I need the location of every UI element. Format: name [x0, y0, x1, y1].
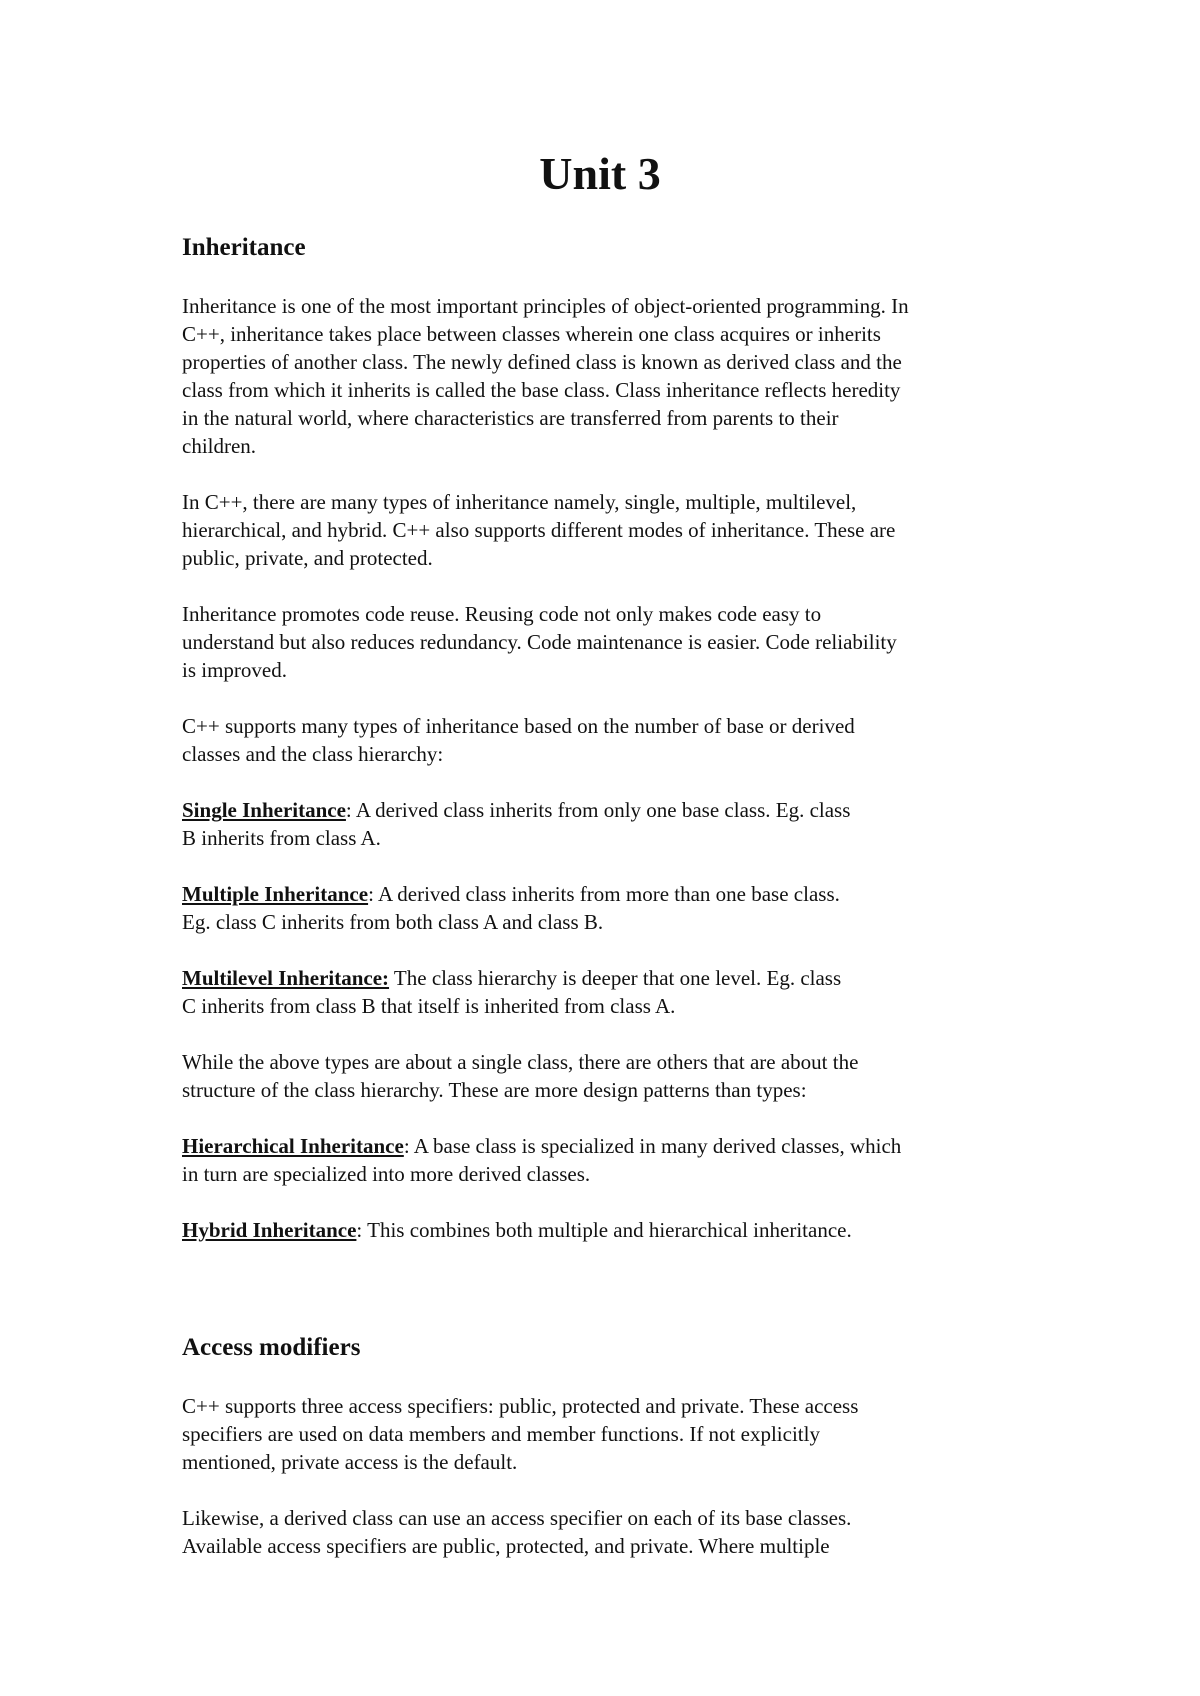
- page-title: Unit 3: [539, 148, 661, 199]
- paragraph-derived-access: [182, 1504, 1032, 1560]
- paragraph-code-reuse: [182, 600, 1032, 684]
- text-line: Inheritance is one of the most important principles of object-oriented programming. In: [182, 294, 909, 318]
- paragraph-types-intro: [182, 712, 1032, 768]
- text-line: In C++, there are many types of inheritance namely, single, multiple, multilevel,: [182, 490, 857, 514]
- text-line: children.: [182, 434, 257, 458]
- text-line: class from which it inherits is called the base class. Class inheritance reflects heredity: [182, 378, 901, 402]
- definition-text: : A derived class inherits from only one base class. Eg. class: [345, 798, 851, 822]
- definition-hybrid-inheritance: [182, 1216, 1032, 1244]
- text-line: [182, 1132, 1032, 1160]
- text-line: specifiers are used on data members and member functions. If not explicitly: [182, 1422, 820, 1446]
- definition-hierarchical-inheritance: [182, 1132, 1032, 1188]
- text-line: While the above types are about a single class, there are others that are about the: [182, 1050, 859, 1074]
- definition-text: The class hierarchy is deeper that one level. Eg. class: [389, 966, 842, 990]
- text-line: C++ supports three access specifiers: public, protected and private. These access: [182, 1394, 859, 1418]
- term-single-inheritance: Single Inheritance: [182, 798, 346, 822]
- definition-multilevel-inheritance: [182, 964, 1032, 1020]
- text-line: Eg. class C inherits from both class A and class B.: [182, 910, 604, 934]
- text-line: [182, 796, 1032, 824]
- text-line: mentioned, private access is the default.: [182, 1450, 518, 1474]
- text-line: Inheritance promotes code reuse. Reusing code not only makes code easy to: [182, 602, 822, 626]
- paragraph-access-specifiers: [182, 1392, 1032, 1476]
- text-line: classes and the class hierarchy:: [182, 742, 444, 766]
- definition-text: : A base class is specialized in many derived classes, which: [403, 1134, 902, 1158]
- text-line: [182, 1216, 1032, 1244]
- text-line: [182, 964, 1032, 992]
- text-line: in the natural world, where characteristics are transferred from parents to their: [182, 406, 839, 430]
- section-heading-access-modifiers: Access modifiers: [182, 1334, 361, 1361]
- text-line: structure of the class hierarchy. These are more design patterns than types:: [182, 1078, 807, 1102]
- definition-text: : This combines both multiple and hierarchical inheritance.: [356, 1218, 852, 1242]
- text-line: in turn are specialized into more derived classes.: [182, 1162, 591, 1186]
- text-line: is improved.: [182, 658, 287, 682]
- definition-single-inheritance: [182, 796, 1032, 852]
- text-line: public, private, and protected.: [182, 546, 433, 570]
- text-line: hierarchical, and hybrid. C++ also supports different modes of inheritance. These are: [182, 518, 896, 542]
- text-line: B inherits from class A.: [182, 826, 381, 850]
- text-line: properties of another class. The newly defined class is known as derived class and the: [182, 350, 902, 374]
- term-hybrid-inheritance: Hybrid Inheritance: [182, 1218, 357, 1242]
- term-multilevel-inheritance: Multilevel Inheritance:: [182, 966, 390, 990]
- text-line: [182, 880, 1032, 908]
- text-line: C inherits from class B that itself is inherited from class A.: [182, 994, 676, 1018]
- term-hierarchical-inheritance: Hierarchical Inheritance: [182, 1134, 404, 1158]
- paragraph-design-patterns: [182, 1048, 1032, 1104]
- text-line: Likewise, a derived class can use an access specifier on each of its base classes.: [182, 1506, 852, 1530]
- paragraph-inheritance-types: [182, 488, 1032, 572]
- section-heading-inheritance: Inheritance: [182, 234, 306, 261]
- text-line: C++, inheritance takes place between classes wherein one class acquires or inherits: [182, 322, 881, 346]
- definition-multiple-inheritance: [182, 880, 1032, 936]
- definition-text: : A derived class inherits from more than one base class.: [368, 882, 840, 906]
- paragraph-inheritance-intro: [182, 292, 1032, 460]
- text-line: Available access specifiers are public, protected, and private. Where multiple: [182, 1534, 830, 1558]
- term-multiple-inheritance: Multiple Inheritance: [182, 882, 369, 906]
- text-line: C++ supports many types of inheritance based on the number of base or derived: [182, 714, 855, 738]
- text-line: understand but also reduces redundancy. Code maintenance is easier. Code reliability: [182, 630, 897, 654]
